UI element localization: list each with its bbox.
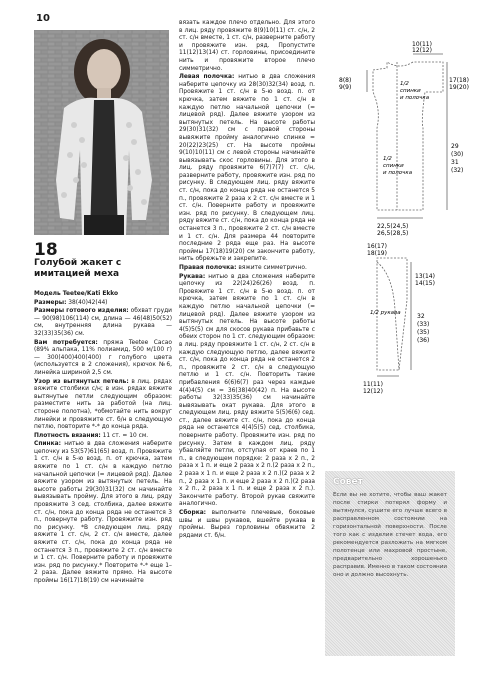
paragraph: Спинка: нитью в два сложения наберите цепочку из 53(57)61(65) возд. п. Провяжите 1 ст. с/н в 5-ю возд. п. от крючка, затем вяжите по 1 ст. с/н в каждую петлю начальной цепочки (= лицевой ряд). Далее вяжите узором из вытянутых петель. На высоте работы 29(30)31(32) см начинайте вывязывать пройму. Для этого в лиц. ряду провяжите 3 сед. столбика, далее вяжите ст. с/н, пока до конца ряда не останется 3 п., повернуте работу. Провяжите изн. ряд по рисунку. *В следующем лиц. ряду вяжите 1 ст. с/н, 2 ст. с/н вместе, далее вяжите ст. с/н, пока до конца ряда не останется 3 п., провяжите 2 ст. с/н вместе и 1 ст. с/н. Поверните работу и провяжите изн. ряд по рисунку.* Повторите *-* еще 1–2 раза. Далее вяжите прямо. На высоте проймы 16(17)18(19) см начинайте (34, 441, 172, 584)
body-label-1: 1/2 (400, 81, 409, 87)
middle-column (179, 20, 315, 541)
side-measure-4: (32) (451, 167, 464, 174)
body-label-2: спинки (400, 88, 421, 94)
body-shoulder-measure-1: 8(8) (339, 77, 352, 84)
tip-title: Совет (333, 477, 363, 487)
tip-box (325, 471, 455, 656)
model-photo (34, 30, 169, 235)
sleeve-length-measure-2: (33) (417, 321, 430, 328)
sleeve-cap-measure-1: 13(14) (415, 273, 435, 280)
body-label-5: спинки (383, 163, 404, 169)
body-bottom-measure-1: 22,5(24,5) (377, 223, 409, 230)
sleeve-cap-measure-2: 14(15) (415, 280, 435, 287)
side-measure-3: 31 (451, 159, 459, 166)
armhole-measure-2: 19(20) (449, 84, 469, 91)
body-top-measure-1: 10(11) (412, 41, 432, 48)
paragraph: Модель Teetee/Kati Ekko (34, 291, 119, 297)
body-label-6: и полочка (383, 170, 413, 176)
paragraph: Сборка: выполните плечевые, боковые швы и швы рукавов, вшейте рукава в проймы. Вырез горловины обвяжите 2 рядами ст. б/н. (179, 510, 315, 539)
sleeve-length-measure-1: 32 (417, 313, 425, 320)
tip-text: Если вы не хотите, чтобы ваш жакет после стирки потерял форму и вытянулся, сушите его лучше всего в расправленном состоянии на горизонтальной поверхности. После того как с изделия стечет вода, его рекомендуется разложить на мягком полотенце или махровой простыне, предварительно хорошенько расправив. Именно в таком состоянии оно и должно высохнуть. (333, 492, 447, 578)
sleeve-bottom-measure-2: 12(12) (363, 388, 383, 395)
paragraph: Плотность вязания: 11 ст. = 10 см. (34, 432, 149, 439)
paragraph: Размеры: 38(40)42(44) (34, 299, 108, 306)
body-schematic (325, 40, 475, 240)
sleeve-length-measure-4: (36) (417, 337, 430, 344)
page-number: 10 (36, 13, 50, 24)
sleeve-label: 1/2 рукава (370, 310, 401, 316)
side-measure-1: 29 (451, 143, 459, 150)
paragraph: Размеры готового изделия: обхват груди — 90(98)106(114) см, длина — 46(48)50(52) см, внутренняя длина рукава — 32(33)35(36) см. (34, 308, 172, 337)
sleeve-schematic (355, 240, 475, 400)
sleeve-bottom-measure-1: 11(11) (363, 381, 383, 388)
side-measure-2: (30) (451, 151, 464, 158)
paragraph: Вам потребуется: пряжа Teetee Cacao (89% альпака, 11% полиамид, 500 м/100 г) — 300(400)400(400) г голубого цвета (используется в 2 сложения), крючок №6, линейка шириной 2,5 см. (34, 339, 172, 376)
body-top-measure-2: 12(12) (412, 47, 432, 54)
armhole-measure-1: 17(18) (449, 77, 469, 84)
paragraph: Левая полочка: нитью в два сложения наберите цепочку из 28(30)32(34) возд. п. Провяжите 1 ст. с/н в 5-ю возд. п. от крючка, затем вяжите по 1 ст. с/н в каждую петлю начальной цепочки (= лицевой ряд). Далее вяжите узором из вытянутых петель. На высоте работы 29(30)31(32) см с правой стороны вывяжите пройму аналогично спинке = 20(22)23(25) ст. На высоте проймы 9(10)10(11) см с левой стороны начинайте вывязывать скос горловины. Для этого в лиц. ряду провяжите 6(7)7(7) ст. с/н, разверните работу, провяжите изн. ряд по рисунку. В следующем лиц. ряду вяжите ст. с/н, пока до конца ряда не останется 5 п., провяжите 2 раза х 2 ст. с/н вместе и 1 ст. с/н. Поверните работу и провяжите изн. ряд по рисунку. В следующем лиц. ряду вяжите ст. с/н, пока до конца ряда не останется 3 п., провяжите 2 ст. с/н вместе и 1 ст. с/н. Для размера 44 повторите последние 2 ряда еще раз. На высоте проймы 17(18)19(20) см закончите работу, нить обрежьте и закрепите. (179, 74, 316, 263)
left-column (34, 291, 172, 587)
paragraph: Узор из вытянутых петель: в лиц. рядах вяжите столбики с/н; в изн. рядах вяжите вытянутые петли следующим образом: разместите нить за работой (на лиц. стороне полотна), *обмотайте нить вокруг линейки и провяжите ст. б/н в следующую петлю, повторите *-* до конца ряда. (34, 378, 172, 431)
paragraph: Правая полочка: вяжите симметрично. (179, 265, 307, 271)
sleeve-top-measure-1: 16(17) (367, 243, 387, 250)
sleeve-top-measure-2: 18(19) (367, 250, 387, 257)
body-bottom-measure-2: 26,5(28,5) (377, 230, 409, 237)
paragraph: вязать каждое плечо отдельно. Для этого в лиц. ряду провяжите 8(9)10(11) ст. с/н, 2 ст. с/н вместе, 1 ст. с/н, разверните работу и провяжите изн. ряд. Пропустите 11(12)13(14) ст. горловины, присоедините нить и провяжите второе плечо симметрично. (179, 20, 315, 72)
sleeve-length-measure-3: (35) (417, 329, 430, 336)
pattern-title: Голубой жакет с имитацией меха (34, 258, 122, 279)
body-label-4: 1/2 (383, 156, 392, 162)
paragraph: Рукава: нитью в два сложения наберите цепочку из 22(24)26(26) возд. п. Провяжите 1 ст. с/н в 5-ю возд. п. от крючка, затем вяжите по 1 ст. с/н в каждую петлю начальной цепочки (= лицевой ряд). Далее вяжите узором из вытянутых петель. На высоте работы 4(5)5(5) см для скосов рукава прибавьте с обеих сторон по 1 ст. следующим образом: в лиц. ряду провяжите 1 ст. с/н, 2 ст. с/н в каждую следующую петлю, далее вяжите ст. с/н, пока до конца ряда не останется 2 п., провяжите 2 ст. с/н в следующую петлю и 1 ст. с/н. Повторить такие прибавления 6(6)6(7) раз через каждые 4(4)4(5) см = 36(38)40(42) п. На высоте работы 32(33)35(36) см начинайте вывязывать окат рукава. Для этого в следующем лиц. ряду вяжите 5(5)6(6) сед. ст., далее вяжите ст. с/н, пока до конца ряда не останется 4(4)5(5) сед. столбика, поверните работу. Провяжите изн. ряд по рисунку. Затем в каждом лиц. ряду убавляйте петли, отступая от краев по 1 п., в следующем порядке: 2 раза х 2 п., 2 раза х 1 п. и еще 2 раза х 2 п.(2 раза х 2 п., 2 раза х 1 п. и еще 2 раза х 2 п.)(2 раза х 2 п., 2 раза х 1 п. и еще 2 раза х 2 п.)(2 раза х 2 п., 2 раза х 1 п. и еще 2 раза х 2 п.). Закончите работу. Второй рукав свяжите аналогично. (179, 273, 315, 508)
pattern-number: 18 (34, 240, 58, 260)
body-label-3: и полочка (400, 95, 430, 101)
body-shoulder-measure-2: 9(9) (339, 84, 352, 91)
